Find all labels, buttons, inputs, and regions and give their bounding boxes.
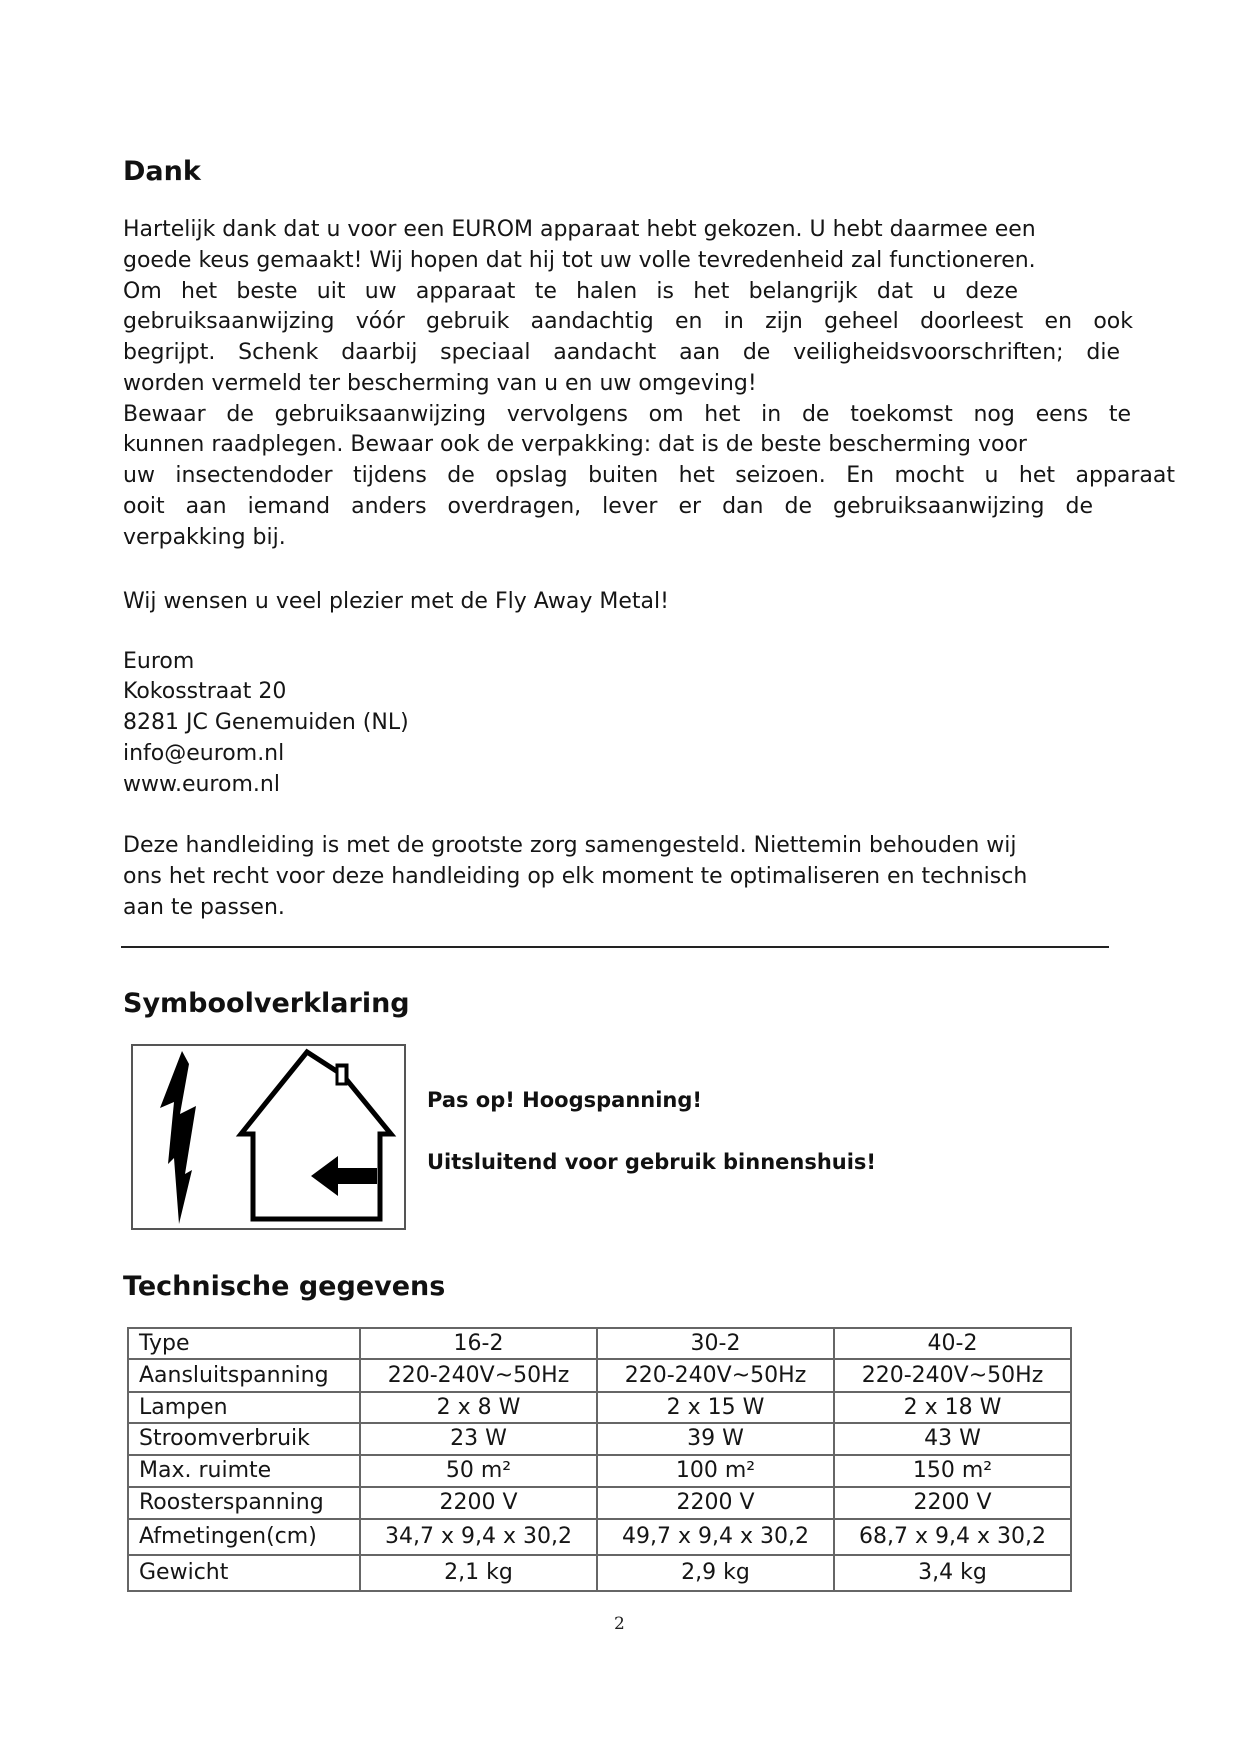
paragraph-line: uw insectendoder tijdens de opslag buiten het seizoen. En mocht u het apparaat [123, 463, 1175, 488]
spec-value: 16-2 [360, 1328, 597, 1359]
heading-symboolverklaring: Symboolverklaring [123, 988, 410, 1019]
paragraph-line: Hartelijk dank dat u voor een EUROM apparaat hebt gekozen. U hebt daarmee een [123, 217, 1036, 242]
paragraph-line: Bewaar de gebruiksaanwijzing vervolgens om het in de toekomst nog eens te [123, 402, 1131, 427]
spec-value: 49,7 x 9,4 x 30,2 [597, 1519, 834, 1555]
paragraph-line: verpakking bij. [123, 525, 286, 550]
spec-value: 39 W [597, 1423, 834, 1455]
spec-label: Lampen [128, 1392, 360, 1423]
paragraph-line: begrijpt. Schenk daarbij speciaal aandacht aan de veiligheidsvoorschriften; die [123, 340, 1120, 365]
table-row [128, 1359, 1071, 1392]
table-row [128, 1392, 1071, 1423]
spec-label: Max. ruimte [128, 1455, 360, 1487]
table-row [128, 1423, 1071, 1455]
page-number: 2 [614, 1614, 625, 1634]
spec-value: 2200 V [597, 1487, 834, 1519]
symbol-label-high-voltage: Pas op! Hoogspanning! [427, 1088, 702, 1112]
disclaimer-line: ons het recht voor deze handleiding op elk moment te optimaliseren en technisch [123, 864, 1028, 889]
company-name: Eurom [123, 649, 195, 674]
heading-dank: Dank [123, 156, 201, 187]
paragraph-line: gebruiksaanwijzing vóór gebruik aandachtig en in zijn geheel doorleest en ook [123, 309, 1133, 334]
street-address: Kokosstraat 20 [123, 679, 287, 704]
spec-label: Stroomverbruik [128, 1423, 360, 1455]
section-divider [121, 946, 1109, 948]
table-row [128, 1555, 1071, 1591]
spec-label: Roosterspanning [128, 1487, 360, 1519]
spec-value: 2 x 18 W [834, 1392, 1071, 1423]
paragraph-line: worden vermeld ter bescherming van u en uw omgeving! [123, 371, 757, 396]
spec-value: 2200 V [360, 1487, 597, 1519]
spec-value: 50 m² [360, 1455, 597, 1487]
spec-value: 220-240V~50Hz [360, 1359, 597, 1392]
spec-label: Afmetingen(cm) [128, 1519, 360, 1555]
table-row [128, 1519, 1071, 1555]
spec-value: 2200 V [834, 1487, 1071, 1519]
website-address: www.eurom.nl [123, 772, 280, 797]
spec-value: 220-240V~50Hz [834, 1359, 1071, 1392]
spec-value: 2 x 15 W [597, 1392, 834, 1423]
disclaimer-line: aan te passen. [123, 895, 285, 920]
spec-value: 23 W [360, 1423, 597, 1455]
spec-value: 68,7 x 9,4 x 30,2 [834, 1519, 1071, 1555]
disclaimer-line: Deze handleiding is met de grootste zorg samengesteld. Niettemin behouden wij [123, 833, 1017, 858]
house-indoor-arrow-icon [241, 1052, 391, 1219]
spec-value: 3,4 kg [834, 1555, 1071, 1591]
spec-label: Gewicht [128, 1555, 360, 1591]
symbol-image [131, 1044, 406, 1230]
spec-value: 100 m² [597, 1455, 834, 1487]
spec-value: 40-2 [834, 1328, 1071, 1359]
table-row [128, 1328, 1071, 1359]
spec-value: 2,1 kg [360, 1555, 597, 1591]
paragraph-line: Om het beste uit uw apparaat te halen is het belangrijk dat u deze [123, 279, 1018, 304]
paragraph-line: kunnen raadplegen. Bewaar ook de verpakking: dat is de beste bescherming voor [123, 432, 1027, 457]
email-address: info@eurom.nl [123, 741, 285, 766]
city-address: 8281 JC Genemuiden (NL) [123, 710, 409, 735]
lightning-bolt-icon [160, 1051, 196, 1224]
table-row [128, 1455, 1071, 1487]
spec-value: 150 m² [834, 1455, 1071, 1487]
spec-value: 220-240V~50Hz [597, 1359, 834, 1392]
spec-value: 30-2 [597, 1328, 834, 1359]
spec-value: 34,7 x 9,4 x 30,2 [360, 1519, 597, 1555]
paragraph-line: ooit aan iemand anders overdragen, lever er dan de gebruiksaanwijzing de [123, 494, 1093, 519]
specifications-table [127, 1327, 1072, 1592]
spec-value: 2 x 8 W [360, 1392, 597, 1423]
symbol-label-indoor-use: Uitsluitend voor gebruik binnenshuis! [427, 1150, 877, 1174]
spec-value: 2,9 kg [597, 1555, 834, 1591]
spec-label: Aansluitspanning [128, 1359, 360, 1392]
closing-wish: Wij wensen u veel plezier met de Fly Away Metal! [123, 589, 669, 614]
table-row [128, 1487, 1071, 1519]
spec-value: 43 W [834, 1423, 1071, 1455]
spec-label: Type [128, 1328, 360, 1359]
heading-technische-gegevens: Technische gegevens [123, 1271, 446, 1302]
paragraph-line: goede keus gemaakt! Wij hopen dat hij tot uw volle tevredenheid zal functioneren. [123, 248, 1036, 273]
